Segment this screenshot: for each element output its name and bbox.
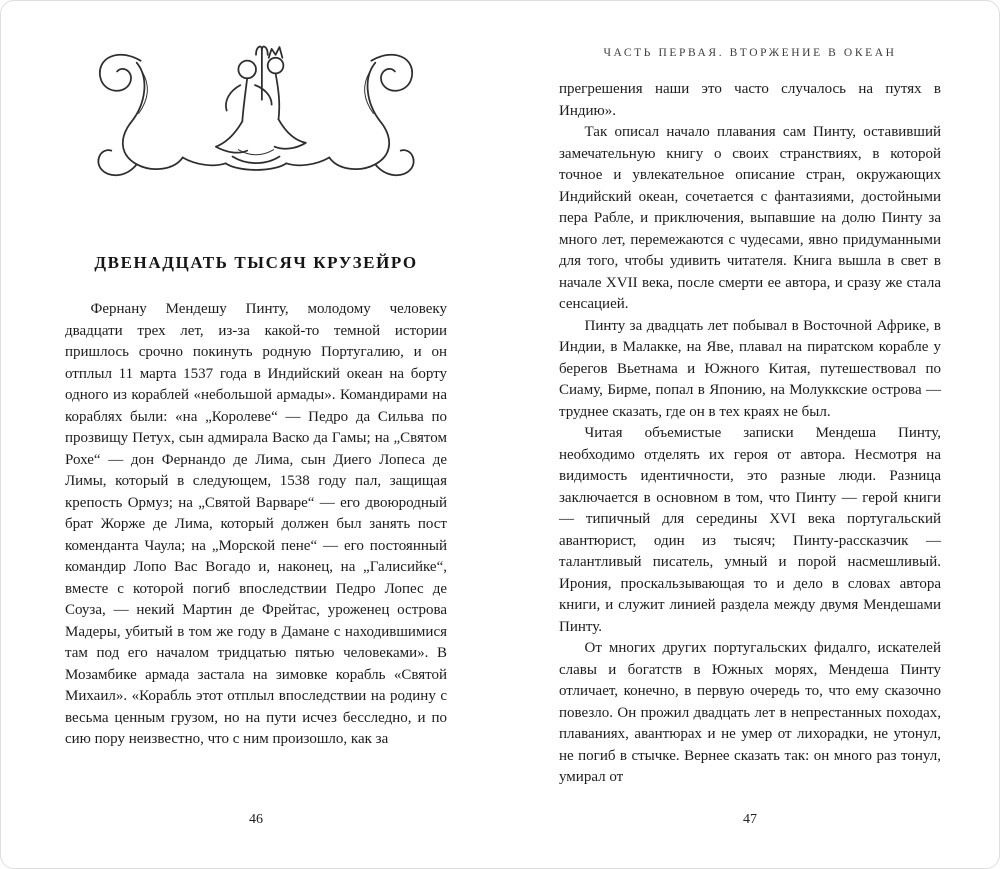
paragraph: прегрешения наши это часто случалось на путях в Индию». bbox=[559, 81, 941, 119]
page-number-left: 46 bbox=[249, 812, 263, 827]
paragraph: Пинту за двадцать лет побывал в Восточной Африке, в Индии, в Малакке, на Яве, плавал на пиратском корабле у берегов Вьетнама и Южного Китая, путешествовал по Сиаму, Бирме, попал в Японию, на Молуккские острова — труднее сказать, где он в тех краях не был. bbox=[559, 317, 941, 420]
sea-figures-scrollwork-icon bbox=[80, 39, 432, 186]
left-page-column bbox=[65, 1, 447, 751]
right-page bbox=[501, 1, 1000, 868]
ornament-illustration bbox=[80, 37, 432, 187]
paragraph: Фернану Мендешу Пинту, молодому человеку двадцати трех лет, из-за какой-то темной истории пришлось срочно покинуть родную Португалию, и он отплыл 11 марта 1537 года в Индийский океан на борту одного из кораблей «небольшой армады». Командирами на кораблях были: «на „Королеве“ — Педро да Сильва по прозвищу Петух, сын адмирала Васко да Гамы; на „Святом Рохе“ — дон Фернандо де Лима, сын Диего Лопеса де Лимы, который в следующем, 1538 году пал, защищая крепость Ормуз; на „Святой Варваре“ — его двоюродный брат Жорже де Лима, который должен был занять пост коменданта Чаула; на „Морской пене“ — его постоянный командир Лопо Вас Вогадо и, наконец, на „Галисийке“, вместе с которой погиб впоследствии Педро Лопес де Соуза, — некий Мартин де Фрейтас, уроженец острова Мадеры, убитый в том же году в Дамане с находившимися там под его началом тридцатью пятью человеками». В Мозамбике армада застала на зимовке корабль «Святой Михаил». «Корабль этот отплыл впоследствии на родину с весьма ценным грузом, но на пути исчез бесследно, и по сию пору неизвестно, что с ним произошло, как за bbox=[65, 301, 447, 747]
left-page bbox=[1, 1, 501, 868]
page-number-right: 47 bbox=[743, 812, 757, 827]
chapter-title: ДВЕНАДЦАТЬ ТЫСЯЧ КРУЗЕЙРО bbox=[94, 253, 418, 272]
paragraph: От многих других португальских фидалго, искателей славы и богатств в Южных морях, Мендеша Пинту отличает, конечно, в первую очередь то, что ему сказочно повезло. Он прожил двадцать лет в непрестанных походах, плаваниях, авантюрах и не умер от лихорадки, не утонул, не погиб в стычке. Вернее сказать так: он много раз тонул, умирал от bbox=[559, 640, 941, 785]
right-page-column bbox=[559, 1, 941, 789]
running-header: ЧАСТЬ ПЕРВАЯ. ВТОРЖЕНИЕ В ОКЕАН bbox=[603, 47, 897, 59]
paragraph: Читая объемистые записки Мендеша Пинту, необходимо отделять их героя от автора. Несмотря на видимость идентичности, это разные люди. Разница заключается в основном в том, что Пинту — герой книги — типичный для середины XVI века португальский авантюрист, один из тысяч; Пинту-рассказчик — талантливый писатель, умный и порой насмешливый. Ирония, проскальзывающая то и дело в словах автора книги, и служит линией раздела между двумя Мендешами Пинту. bbox=[559, 425, 941, 635]
paragraph: Так описал начало плавания сам Пинту, оставивший замечательную книгу о своих странствиях, в которой точное и увлекательное описание стран, окружающих Индийский океан, сочетается с фантазиями, достойными пера Рабле, и приключения, выпавшие на долю Пинту за много лет, перемежаются с чудесами, явно придуманными для того, чтобы удивить читателя. Книга вышла в свет в начале XVII века, после смерти ее автора, и сразу же стала сенсацией. bbox=[559, 124, 941, 312]
